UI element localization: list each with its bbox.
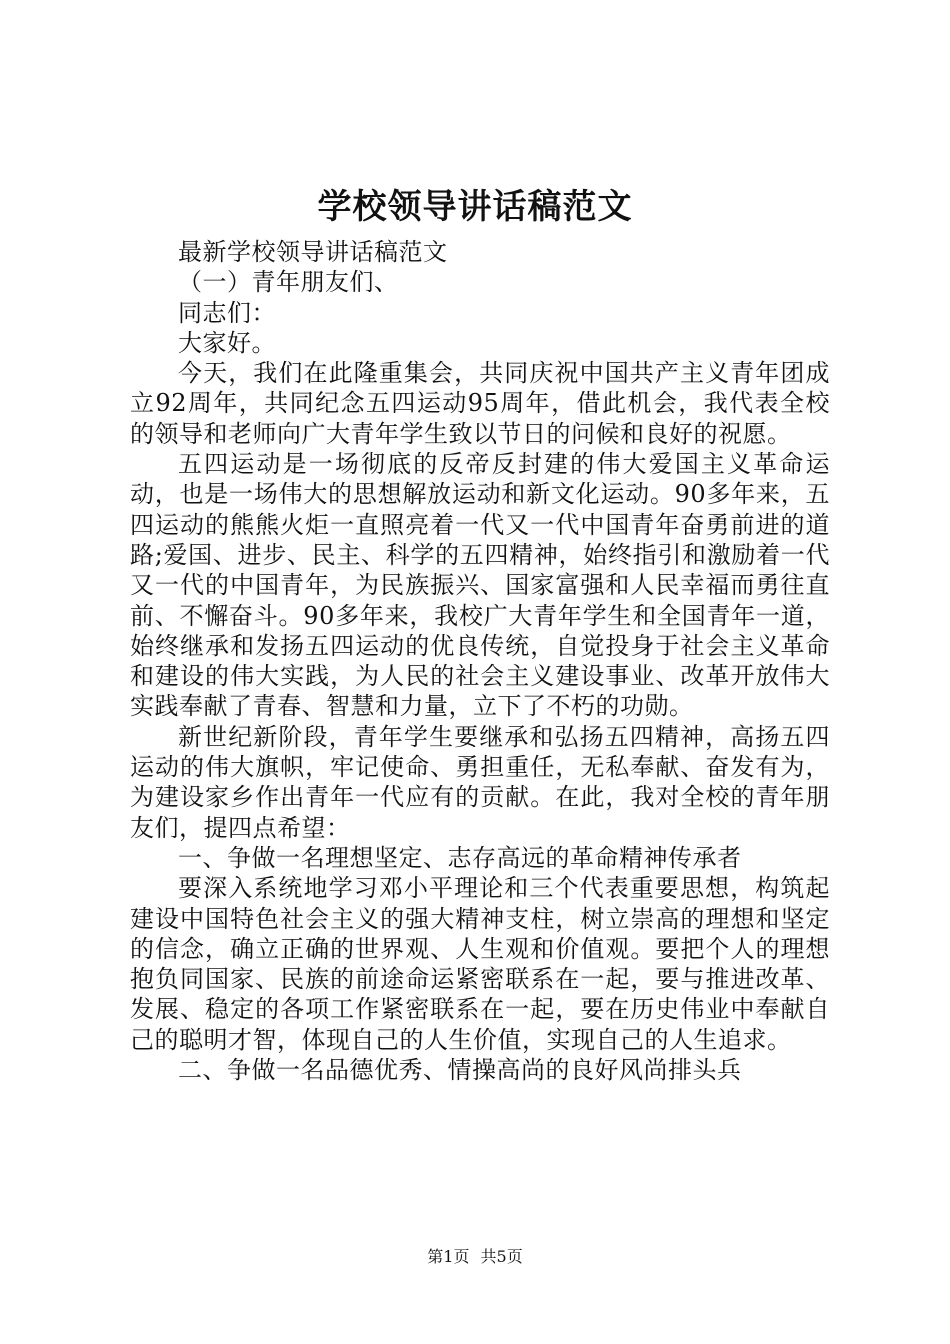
paragraph-subtitle: 最新学校领导讲话稿范文 — [178, 238, 448, 266]
paragraph-heading-2: 二、争做一名品德优秀、情操高尚的良好风尚排头兵 — [178, 1056, 742, 1085]
page-total: 共5页 — [480, 1247, 523, 1266]
page-footer — [0, 1245, 950, 1269]
paragraph-greeting: 大家好。 — [178, 328, 276, 357]
paragraph-opening: 今天，我们在此隆重集会，共同庆祝中国共产主义青年团成立92周年，共同纪念五四运动95周年，借此机会，我代表全校的领导和老师向广大青年学生致以节日的问候和良好的祝愿。 — [130, 359, 830, 448]
paragraph-salutation-2: 同志们： — [178, 298, 276, 327]
paragraph-may-fourth: 五四运动是一场彻底的反帝反封建的伟大爱国主义革命运动，也是一场伟大的思想解放运动和新文化运动。90多年来，五四运动的熊熊火炬一直照亮着一代又一代中国青年奋勇前进的道路;爱国、进步、民主、科学的五四精神，始终指引和激励着一代又一代的中国青年，为民族振兴、国家富强和人民幸福而勇往直前、不懈奋斗。90多年来，我校广大青年学生和全国青年一道，始终继承和发扬五四运动的优良传统，自觉投身于社会主义革命和建设的伟大实践，为人民的社会主义建设事业、改革开放伟大实践奉献了青春、智慧和力量，立下了不朽的功勋。 — [130, 450, 830, 721]
document-title: 学校领导讲话稿范文 — [317, 187, 633, 227]
paragraph-new-era: 新世纪新阶段，青年学生要继承和弘扬五四精神，高扬五四运动的伟大旗帜，牢记使命、勇担重任，无私奉献、奋发有为，为建设家乡作出青年一代应有的贡献。在此，我对全校的青年朋友们，提四点希望： — [130, 722, 830, 842]
document-body — [130, 237, 830, 1085]
paragraph-salutation-1: （一）青年朋友们、 — [178, 268, 399, 297]
page-number: 第1页 — [427, 1247, 470, 1266]
paragraph-ideals: 要深入系统地学习邓小平理论和三个代表重要思想，构筑起建设中国特色社会主义的强大精神支柱，树立崇高的理想和坚定的信念，确立正确的世界观、人生观和价值观。要把个人的理想抱负同国家、民族的前途命运紧密联系在一起，要与推进改革、发展、稳定的各项工作紧密联系在一起，要在历史伟业中奉献自己的聪明才智，体现自己的人生价值，实现自己的人生追求。 — [130, 874, 830, 1054]
paragraph-heading-1: 一、争做一名理想坚定、志存高远的革命精神传承者 — [178, 843, 742, 872]
